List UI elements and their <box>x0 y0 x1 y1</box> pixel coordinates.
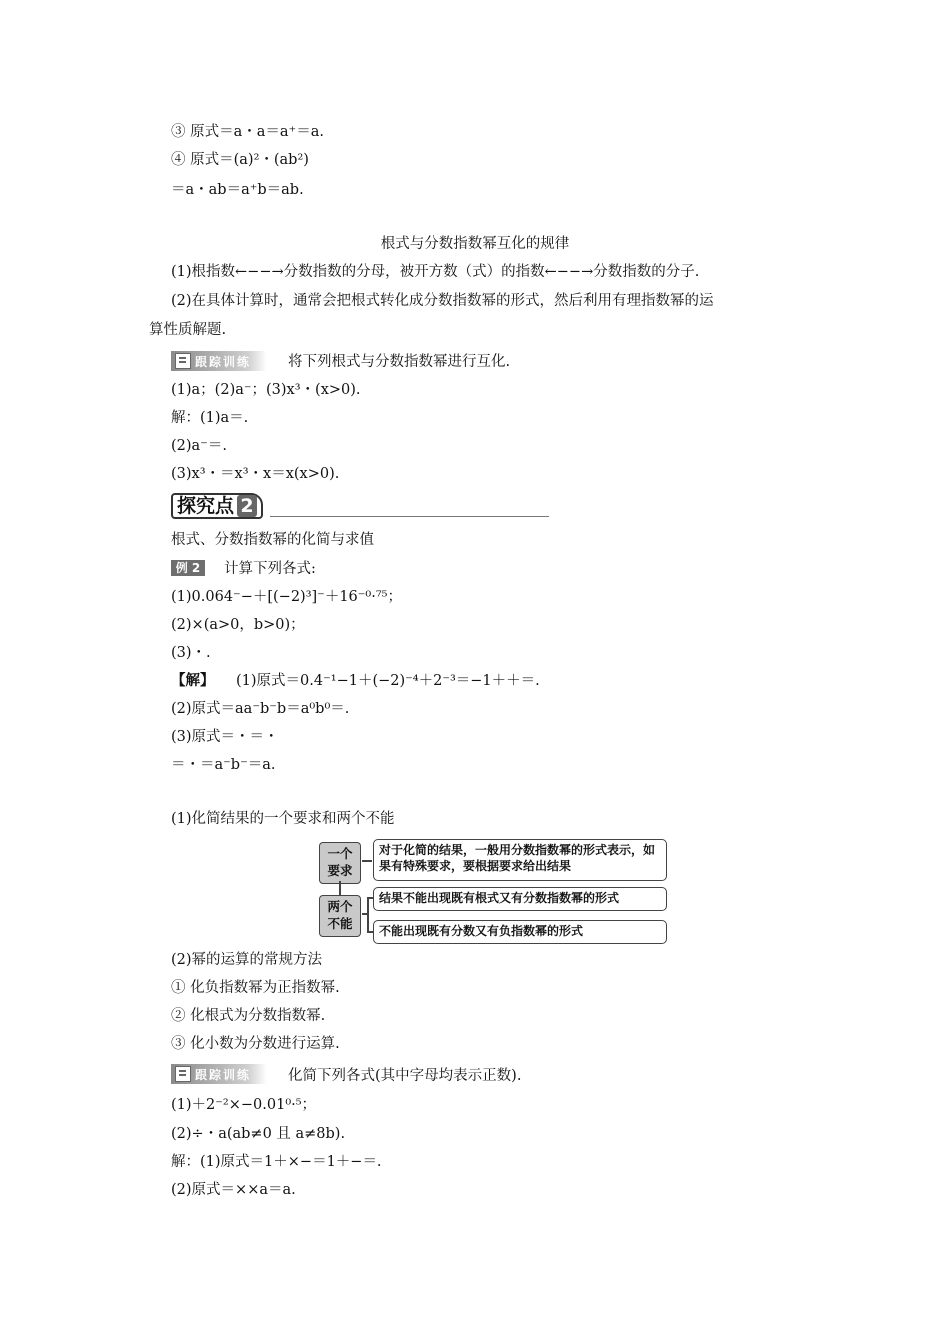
text-line: ③ 原式＝a・a＝a⁺＝a. <box>171 124 324 140</box>
text-line: 解：(1)原式＝1＋×−＝1＋−＝. <box>171 1154 382 1170</box>
topic-title: 根式、分数指数幂的化简与求值 <box>171 532 374 548</box>
explore-label: 探究点 2 <box>171 493 263 519</box>
text-line: (3)原式＝・＝・ <box>171 729 279 745</box>
text-line: ① 化负指数幂为正指数幂. <box>171 980 340 996</box>
text-line: (2)÷・a(ab≠0 且 a≠8b). <box>171 1126 346 1142</box>
text-line: (2)原式＝aa⁻b⁻b＝a⁰b⁰＝. <box>171 701 350 717</box>
text-line: (3)・. <box>171 645 211 661</box>
divider <box>270 516 549 517</box>
example-badge: 例 2 <box>171 560 205 576</box>
text-line: 算性质解题. <box>149 322 227 338</box>
text-line: (2)幂的运算的常规方法 <box>171 952 323 968</box>
badge-label: 跟踪训练 <box>195 1067 252 1082</box>
text-line: (1)a；(2)a⁻；(3)x³・(x>0). <box>171 382 361 398</box>
requirement-box: 一个 要求 <box>319 842 361 884</box>
text-line: 化简下列各式(其中字母均表示正数). <box>288 1068 522 1084</box>
text-line: (3)x³・＝x³・x＝x(x>0). <box>171 466 340 482</box>
text-line: (2)a⁻＝. <box>171 438 227 454</box>
text-line: ＝a・ab＝a⁺b＝ab. <box>171 182 304 198</box>
text-line: ③ 化小数为分数进行运算. <box>171 1036 340 1052</box>
cannot-box: 两个 不能 <box>319 895 361 937</box>
practice-badge <box>171 351 267 371</box>
text-line: (1)0.064⁻−＋[(−2)³]⁻＋16⁻⁰·⁷⁵； <box>171 589 402 605</box>
cannot-text-1: 结果不能出现既有根式又有分数指数幂的形式 <box>373 887 667 911</box>
solution-tag: 【解】 <box>171 672 215 689</box>
text-line: ② 化根式为分数指数幂. <box>171 1008 326 1024</box>
text-line: 解：(1)a＝. <box>171 410 249 426</box>
text-line: (2)在具体计算时，通常会把根式转化成分数指数幂的形式，然后利用有理指数幂的运 <box>171 293 714 309</box>
text-line: ④ 原式＝(a)²・(ab²) <box>171 152 309 168</box>
text-line: (1)＋2⁻²×−0.01⁰·⁵； <box>171 1097 317 1113</box>
text-line: 将下列根式与分数指数幂进行互化. <box>288 354 511 370</box>
text-line: (2)×(a>0，b>0)； <box>171 617 305 633</box>
explore-number: 2 <box>237 495 257 517</box>
notepad-icon <box>175 353 191 369</box>
connector <box>362 860 372 862</box>
requirement-text: 对于化简的结果，一般用分数指数幂的形式表示，如果有特殊要求，要根据要求给出结果 <box>373 839 667 881</box>
cannot-text-2: 不能出现既有分数又有负指数幂的形式 <box>373 920 667 944</box>
connector <box>367 897 369 932</box>
text-line: ＝・＝a⁻b⁻＝a. <box>171 757 276 773</box>
explore-point-header <box>171 493 263 519</box>
connector <box>339 881 341 895</box>
text-line: (1)原式＝0.4⁻¹−1＋(−2)⁻⁴＋2⁻³＝−1＋＋＝. <box>236 673 540 689</box>
text-line: (1)根指数←−−→分数指数的分母，被开方数（式）的指数←−−→分数指数的分子. <box>171 264 700 280</box>
badge-label: 跟踪训练 <box>195 354 252 369</box>
text-line: (2)原式＝××a＝a. <box>171 1182 296 1198</box>
notepad-icon <box>175 1066 191 1082</box>
practice-badge <box>171 1064 267 1084</box>
text-line: (1)化简结果的一个要求和两个不能 <box>171 811 395 827</box>
section-title: 根式与分数指数幂互化的规律 <box>380 236 570 252</box>
text-line: 计算下列各式: <box>224 561 316 577</box>
